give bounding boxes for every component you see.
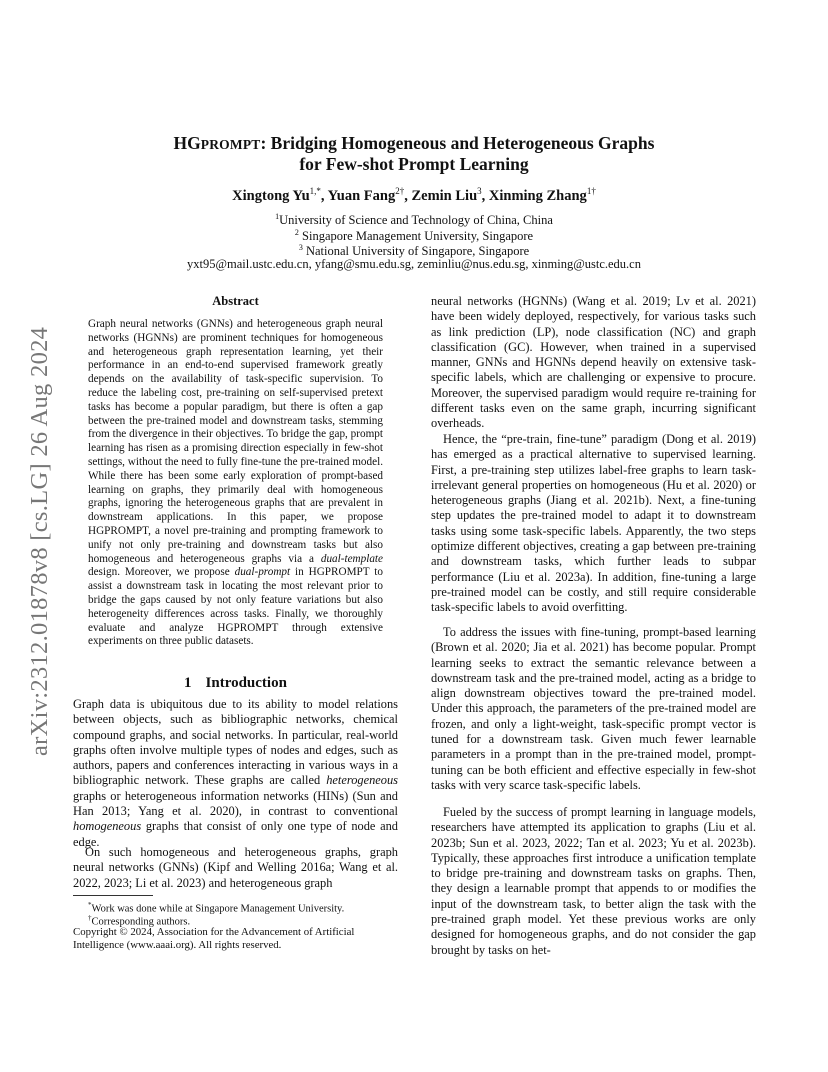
abstract-heading: Abstract [212, 294, 259, 308]
affiliation-text: University of Science and Technology of China, China [279, 213, 553, 228]
author-list: Xingtong $Yu^{1,*}$, Yuan Fang$^{2\dagger}$, Zemin Liu$^3$, Xinming Zhang$^{1\dagger}$ [232, 186, 596, 204]
intro-paragraph-1: Graph data is ubiquitous due to its ability to model relations between objects, such as bibliographic networks, chemical compound graphs, and social networks. In particular, real-world graphs often involve multiple types of nodes and edges, such as authors, papers and conferences interacting in various ways in a bibliographic network. These graphs are called heterogeneous graphs or heterogeneous information networks (HINs) (Sun and Han 2013; Yang et al. 2020), in contrast to conventional homogeneous graphs that consist of only one type of node and edge. [73, 697, 398, 849]
footnote-mark: * [88, 901, 92, 909]
affiliation-mark: 3 [298, 243, 303, 252]
author-mark: 1† [586, 186, 596, 196]
arxiv-identifier: arXiv:2312.01878v8 [cs.LG] 26 Aug 2024 [26, 326, 53, 756]
author-emails: yxt95@mail.ustc.edu.cn, yfang@smu.edu.sg, zeminliu@nus.edu.sg, xinming@ustc.edu.cn [187, 257, 641, 271]
section-number: 1 [184, 675, 192, 691]
author-name: Xinming Zhang [488, 187, 587, 204]
system-name-smallcaps: PROMPT [200, 137, 261, 152]
author-name: Zemin Liu [411, 187, 478, 204]
copyright-notice: Copyright © 2024, Association for the Advancement of Artificial Intelligence (www.aaai.org). All rights reserved. [73, 926, 355, 952]
footnote-rule [73, 895, 153, 896]
paper-title-line-2: for Few-shot Prompt Learning [299, 154, 529, 174]
intro-paragraph-2: On such homogeneous and heterogeneous graphs, graph neural networks (GNNs) (Kipf and Welling 2016a; Wang et al. 2022, 2023; Li et al. 2023) and heterogeneous graph [73, 845, 398, 890]
author-name: Xingtong Yu [232, 187, 310, 204]
affiliation-text: Singapore Management University, Singapore [298, 229, 534, 244]
abstract-text: Graph neural networks (GNNs) and heterogeneous graph neural networks (HGNNs) are prominent techniques for homogeneous and heterogeneous graph representation learning, yet their performance in an end-to-end supervised framework greatly depends on the availability of task-specific supervision. To reduce the labeling cost, pre-training on self-supervised pretext tasks has become a popular paradigm, but there is often a gap between the pre-trained model and downstream tasks, stemming from the divergence in their objectives. To bridge the gap, prompt learning has risen as a promising direction especially in few-shot settings, without the need to fully fine-tune the pre-trained model. While there has been some early exploration of prompt-based learning on graphs, they primarily deal with homogeneous graphs, ignoring the heterogeneous graphs that are prevalent in downstream applications. In this paper, we propose HGPROMPT, a novel pre-training and prompting framework to unify not only pre-training and downstream tasks but also homogeneous and heterogeneous graphs via a dual-template design. Moreover, we propose dual-prompt in HGPROMPT to assist a downstream task in locating the most relevant prior to bridge the gaps caused by not only feature variations but also heterogeneity differences across tasks. Finally, we thoroughly evaluate and analyze HGPROMPT through extensive experiments on three public datasets. [88, 318, 383, 648]
arxiv-stamp [24, 296, 53, 756]
section-title: Introduction [205, 675, 287, 691]
footnote-text: Work was done while at Singapore Management University. [91, 903, 345, 915]
body-paragraph: To address the issues with fine-tuning, prompt-based learning (Brown et al. 2020; Jia et al. 2021) has become popular. Prompt learning seeks to extract the semantic relevance between a downstream task and the pre-trained model, acting as a bridge to align downstream objectives toward the pre-trained model. Under this approach, the parameters of the pre-trained model are frozen, and only a light-weight, task-specific prompt vector is tuned for a downstream task. Given much fewer learnable parameters in a prompt than in the pre-trained model, prompt-tuning can be both efficient and effective especially in few-shot tasks with very scarce task-specific labels. [431, 625, 756, 792]
affiliation-mark: 1 [275, 212, 280, 221]
footnote-mark: † [88, 914, 92, 922]
body-paragraph: neural networks (HGNNs) (Wang et al. 2019; Lv et al. 2021) have been widely deployed, respectively, for various tasks such as link prediction (LP), node classification (NC) and graph classification (GC). However, when trained in a supervised manner, GNNs and HGNNs depend heavily on extensive task-specific labels, which are challenging or expensive to procure. Moreover, the supervised paradigm would require re-training for different tasks even on the same graph, incurring significant overheads. [431, 294, 756, 431]
author-mark: 2† [395, 186, 405, 196]
body-paragraph: Hence, the “pre-train, fine-tune” paradigm (Dong et al. 2019) has emerged as a practical alternative to supervised learning. First, a pre-training step utilizes label-free graphs to learn task-irrelevant general properties on homogeneous (Hu et al. 2020) or heterogeneous graphs (Jiang et al. 2021b). Next, a fine-tuning step updates the pre-trained model to adapt it to downstream tasks using some task-specific labels. Apparently, the two steps optimize different objectives, creating a gap between pre-training and downstream tasks, which further leads to subpar performance (Liu et al. 2023a). In addition, fine-tuning a large pre-trained model can be costly, and still require considerable task-specific labels to avoid overfitting. [431, 432, 756, 615]
author-mark: 1,* [309, 186, 321, 196]
footnote-text: Corresponding authors. [91, 916, 191, 928]
body-paragraph: Fueled by the success of prompt learning in language models, researchers have attempted its application to graphs (Liu et al. 2023b; Sun et al. 2023, 2022; Tan et al. 2023; Yu et al. 2023b). Typically, these approaches first introduce a unification template to bridge pre-training and downstream tasks on graphs. Then, they design a learnable prompt that appends to or modifies the input of the downstream task, to better align the task with the pre-trained graph model. Yet these previous works are only designed for homogeneous graphs, and do not consider the gap brought by tasks on het- [431, 805, 756, 957]
affiliation-text: National University of Singapore, Singapore [302, 244, 530, 259]
affiliation-mark: 2 [294, 228, 299, 237]
section-heading [73, 675, 398, 692]
title-rest: : Bridging Homogeneous and Heterogeneous Graphs [260, 133, 655, 153]
author-name: Yuan Fang [327, 187, 396, 204]
author-mark: 3 [477, 186, 482, 196]
system-name: HG [173, 133, 201, 153]
